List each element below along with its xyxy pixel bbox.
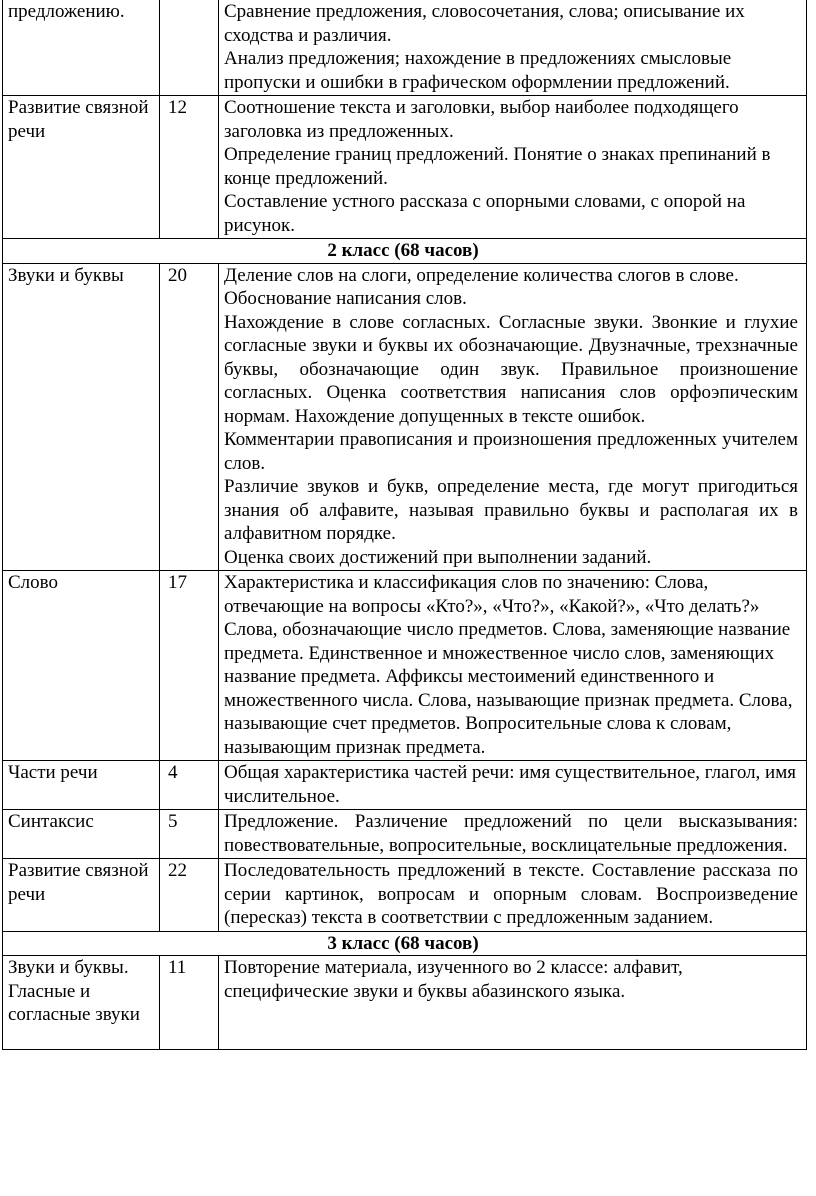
table-row (3, 96, 807, 239)
description-paragraph: Нахождение в слове согласных. Согласные звуки. Звонкие и глухие согласные звуки и буквы их обозначающие. Двузначные, трехзначные буквы, обозначающие один звук. Правильное произношение согласных. Оценка соответствия написания слов орфоэпическим нормам. Нахождение допущенных в тексте ошибок. (224, 311, 798, 427)
hours-cell: 20 (160, 263, 219, 571)
description-paragraph: Различие звуков и букв, определение места, где могут пригодиться знания об алфавите, называя правильно буквы и располагая их в алфавитном порядке. (224, 476, 798, 544)
hours-cell: 12 (160, 96, 219, 239)
description-cell (219, 0, 807, 96)
hours-cell: 5 (160, 810, 219, 859)
description-paragraph: Сравнение предложения, словосочетания, слова; описывание их сходства и различия. (224, 1, 745, 46)
topic-cell: Развитие связной речи (3, 859, 160, 932)
description-paragraph: Повторение материала, изученного во 2 классе: алфавит, специфические звуки и буквы абазинского языка. (224, 957, 683, 1002)
table-row (3, 263, 807, 571)
topic-cell: Звуки и буквы. Гласные и согласные звуки (3, 956, 160, 1050)
description-paragraph: Определение границ предложений. Понятие о знаках препинаний в конце предложений. (224, 144, 771, 189)
hours-cell: 4 (160, 761, 219, 810)
topic-cell: Звуки и буквы (3, 263, 160, 571)
topic-cell: Части речи (3, 761, 160, 810)
description-cell (219, 761, 807, 810)
description-paragraph: Общая характеристика частей речи: имя существительное, глагол, имя числительное. (224, 762, 796, 807)
table-row (3, 761, 807, 810)
description-cell (219, 859, 807, 932)
table-row (3, 571, 807, 761)
description-paragraph: Характеристика и классификация слов по значению: Слова, отвечающие на вопросы «Кто?», «Что?», «Какой?», «Что делать?» Слова, обозначающие число предметов. Слова, заменяющие название предмета. Единственное и множественное число слов, заменяющих название предмета. Аффиксы местоимений единственного и множественного числа. Слова, называющие признак предмета. Слова, называющие счет предметов. Вопросительные слова к словам, называющим признак предмета. (224, 572, 793, 758)
section-header-row (3, 239, 807, 264)
section-title: 3 класс (68 часов) (3, 931, 807, 956)
description-cell (219, 810, 807, 859)
description-cell (219, 263, 807, 571)
description-paragraph: Предложение. Различение предложений по цели высказывания: повествовательные, вопросительные, восклицательные предложения. (224, 811, 798, 856)
table-row (3, 0, 807, 96)
curriculum-table (2, 0, 807, 1050)
document-page (2, 0, 806, 1050)
section-title: 2 класс (68 часов) (3, 239, 807, 264)
hours-cell: 17 (160, 571, 219, 761)
description-paragraph: Составление устного рассказа с опорными словами, с опорой на рисунок. (224, 191, 746, 236)
hours-cell: 22 (160, 859, 219, 932)
topic-cell: Слово (3, 571, 160, 761)
description-paragraph: Комментарии правописания и произношения предложенных учителем слов. (224, 429, 798, 474)
hours-cell (160, 0, 219, 96)
section-header-row (3, 931, 807, 956)
topic-cell: Развитие связной речи (3, 96, 160, 239)
hours-cell: 11 (160, 956, 219, 1050)
description-paragraph: Последовательность предложений в тексте. Составление рассказа по серии картинок, вопросам и опорным словам. Воспроизведение (пересказ) текста в соответствии с предложенным заданием. (224, 860, 798, 928)
description-paragraph: Анализ предложения; нахождение в предложениях смысловые пропуски и ошибки в графическом оформлении предложений. (224, 48, 732, 93)
table-row (3, 810, 807, 859)
description-paragraph: Оценка своих достижений при выполнении заданий. (224, 546, 652, 568)
description-cell (219, 96, 807, 239)
table-row (3, 859, 807, 932)
description-paragraph: Деление слов на слоги, определение количества слогов в слове. Обоснование написания слов. (224, 264, 739, 309)
table-row (3, 956, 807, 1050)
description-paragraph: Соотношение текста и заголовки, выбор наиболее подходящего заголовка из предложенных. (224, 97, 739, 142)
description-cell (219, 956, 807, 1050)
topic-cell: предложению. (3, 0, 160, 96)
topic-cell: Синтаксис (3, 810, 160, 859)
description-cell (219, 571, 807, 761)
